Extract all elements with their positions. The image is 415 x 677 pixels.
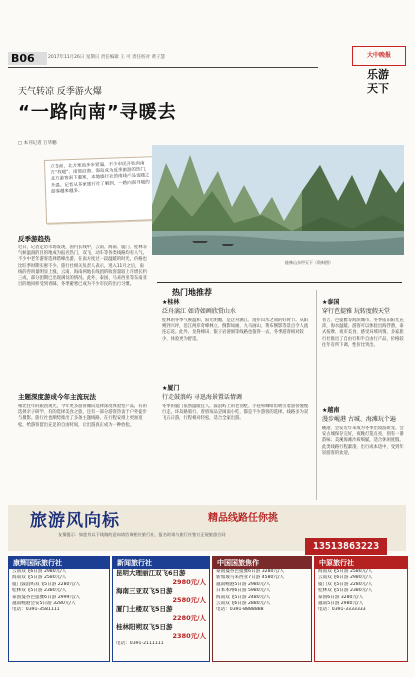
banner-note: 友情提示：如您有以下线路的意向请咨询相应旅行社，报名时请与旅行社签订正规旅游合同 [58, 532, 226, 537]
banner-subtitle: 精品线路任你挑 [208, 513, 278, 524]
xiamen-title: ★厦门 [162, 385, 180, 392]
ad-name: 新闻旅行社 [113, 557, 209, 569]
ad-row: 泰国曼谷芭提雅6日游 3280元/人 [216, 569, 285, 574]
ad-route: 海南三亚双飞5日游 [116, 587, 173, 595]
header-divider [8, 67, 318, 68]
section-line-1: 乐游 [367, 68, 389, 81]
ad-row: 越南5日游 2980元/人 [318, 601, 364, 607]
guilin-body: 桂林的冬季气候温和，阳光明媚，是泛舟漓江、漫步山水之间的好时节。从阳朔到兴坪，沿江两岸奇峰林立、倒影如画，九马画山、黄布倒影等景点令人流连忘返。此外，龙脊梯田、银子岩溶洞等线路也值得一去，冬季游客相对较少，体验更为舒适。 [162, 318, 309, 342]
ad-row: 海南双飞5日游 2580元/人 [318, 569, 373, 574]
section-line-2: 天下 [367, 82, 389, 95]
section-label [352, 68, 404, 96]
ad-row: 厦门双飞5日游 2280元/人 [318, 581, 373, 587]
ad-price: 2380元/人 [172, 632, 206, 640]
xiamen-body: 冬季的厦门依然温暖宜人，鼓浪屿上的老别墅、小巷和咖啡馆吸引着游客慢慢行走。环岛路骑行、曾厝垵品尝闽南小吃，都是不少游客的选择。线路多为双飞五日游，行程相对轻松，适合全家出游。 [162, 404, 309, 422]
ad-tel: 电话：0391-8888888 [216, 607, 264, 613]
page-number: B06 [8, 52, 47, 65]
photo-caption: 桂林山水甲天下（资料图） [285, 260, 333, 265]
thailand-body: 普吉、芭提雅等海滨城市，冬季依旧阳光充沛，海水温暖。游客可以体验出海浮潜、泰式按摩、夜市美食，感受异域风情。多家旅行社推出了自由行和半自由行产品，价格较往年有所下调，性价比突出。 [322, 318, 404, 348]
ad-price: 2280元/人 [172, 614, 206, 622]
ad-row: 越南岘港会安5日游 3280元/人 [12, 601, 76, 607]
xiamen-subtitle: 行走鼓浪屿 寻迅海景置话情调 [162, 394, 242, 401]
ad-price: 2580元/人 [172, 596, 206, 604]
ad-row: 桂林双飞5日游 2380元/人 [12, 588, 67, 594]
ad-row: 云南双飞6日游 2980元/人 [318, 575, 373, 581]
ad-route: 昆明大理丽江双飞6日游 [116, 569, 186, 577]
recommend-divider [157, 282, 402, 283]
ad-route: 厦门土楼双飞5日游 [116, 605, 173, 613]
banner-phone[interactable]: 13513863223 [305, 538, 387, 555]
ad-price: 2980元/人 [172, 578, 206, 586]
ad-tel: 电话：0391-2111111 [116, 641, 164, 646]
ad-row: 云南双飞6日游 2980元/人 [12, 569, 67, 574]
ad-row: 厦门鼓浪屿双飞5日游 2280元/人 [12, 581, 81, 587]
kicker: 天气转凉 反季游火爆 [18, 87, 102, 97]
ad-row: 越南岘港5日游 2980元/人 [216, 581, 271, 587]
headline: “一路向南”寻暖去 [18, 102, 177, 123]
byline: □ 本刊记者 万华鹏 [18, 141, 57, 146]
guilin-subtitle: 泛舟漓江 如诗如画欣赏山水 [162, 308, 236, 315]
ad-name: 康辉国际旅行社 [9, 557, 109, 569]
vietnam-body: 岘港、会安近年来成为冬季出境游新宠。会安古城保存完好，夜晚灯笼点亮，别有一番韵味；美溪海滩沙质细腻，适合休闲度假。此类线路行程紧凑，出行成本适中，受到年轻游客的欢迎。 [322, 426, 404, 456]
issue-line: 2017年11月26日 星期日 责任编辑 王 可 责任校对 黄子慧 [48, 55, 165, 60]
guilin-title: ★桂林 [162, 299, 180, 306]
ad-row: 泰国曼谷芭提雅6日游 2999元/人 [12, 594, 81, 600]
column-divider [316, 290, 317, 500]
ad-name: 中原旅行社 [315, 557, 407, 569]
ad-row: 海南双飞5日游 2580元/人 [12, 575, 67, 581]
ad-box-kanghui [8, 556, 110, 662]
ad-row: 泰国6日游 3280元/人 [318, 594, 364, 600]
recommend-title: 热门地推荐 [172, 288, 212, 297]
ad-box-zhongyuan [314, 556, 408, 662]
ad-box-xinwen [112, 556, 210, 662]
ad-row: 桂林双飞5日游 2380元/人 [318, 588, 373, 594]
ad-row: 海南双飞5日游 2480元/人 [216, 594, 271, 600]
lead-note: 立冬前，北方寒流步步紧逼，不少市民开始向南方“找暖”，南部沿海、海岛成为反季旅游的热门，北方游客南下避寒，本地旅行社的南线产品也随之升温。记者从多家旅行社了解到，一路向南寻暖的游客越来越多。 [44, 156, 158, 224]
ad-box-guolv [212, 556, 312, 662]
section1-body: 近日，记者走访市场发现，国内长线中，云南、海南、厦门、桂林等气候温润的目的地成为报名热门，双飞、动车等各类线路均有人气。不少中老年游客选择错峰出游，在南方度过一段温暖的时光，价格也比旺季时期实惠不少。旅行社相关负责人表示，进入11月之后，南线的咨询量明显上涨，云南、海南两地长线团的收客量较上月增长约三成，部分团期已出现满员的情况。此外，泰国、马来西亚等东南亚目的地同样受到青睐，冬季避寒已成为不少市民的出行习惯。 [18, 245, 147, 288]
thailand-subtitle: 穿行芭提雅 玩转度假天堂 [322, 308, 390, 315]
section1-title: 反季游趋热 [18, 235, 51, 243]
thailand-title: ★泰国 [322, 299, 340, 306]
banner-title: 旅游风向标 [30, 511, 120, 531]
newspaper-brand: 大中晚报 [352, 46, 406, 66]
ad-route: 桂林阳朔双飞5日游 [116, 623, 173, 631]
section2-title: 主题深度游成今年主流玩法 [18, 393, 96, 401]
vietnam-subtitle: 漫步岘港 古城、海滩玩个遍 [322, 416, 396, 423]
ad-row: 新加坡马来西亚7日游 4580元/人 [216, 575, 285, 581]
vietnam-title: ★越南 [322, 407, 340, 414]
ad-row: 日本本州6日游 5980元/人 [216, 588, 271, 594]
ad-tel: 电话：0391-3581111 [12, 607, 60, 613]
karst-landscape-image [152, 145, 404, 255]
landscape-photo [152, 145, 404, 255]
ad-tel: 电话：0391-3333333 [318, 607, 366, 613]
ad-row: 云南双飞6日游 2880元/人 [216, 601, 271, 607]
section2-body: 相比往年的跟团观光，今年更多游客倾向选择深度体验型产品，有的选择亲子研学，有的选择美食之旅，还有一部分游客热衷于户外徒步与摄影。旅行社也顺势推出了多条主题线路，在行程安排上更加宽松，给游客留出充足的自由时间，让出游真正成为一种放松。 [18, 404, 147, 428]
ad-name: 中国国旅焦作 [213, 557, 311, 569]
